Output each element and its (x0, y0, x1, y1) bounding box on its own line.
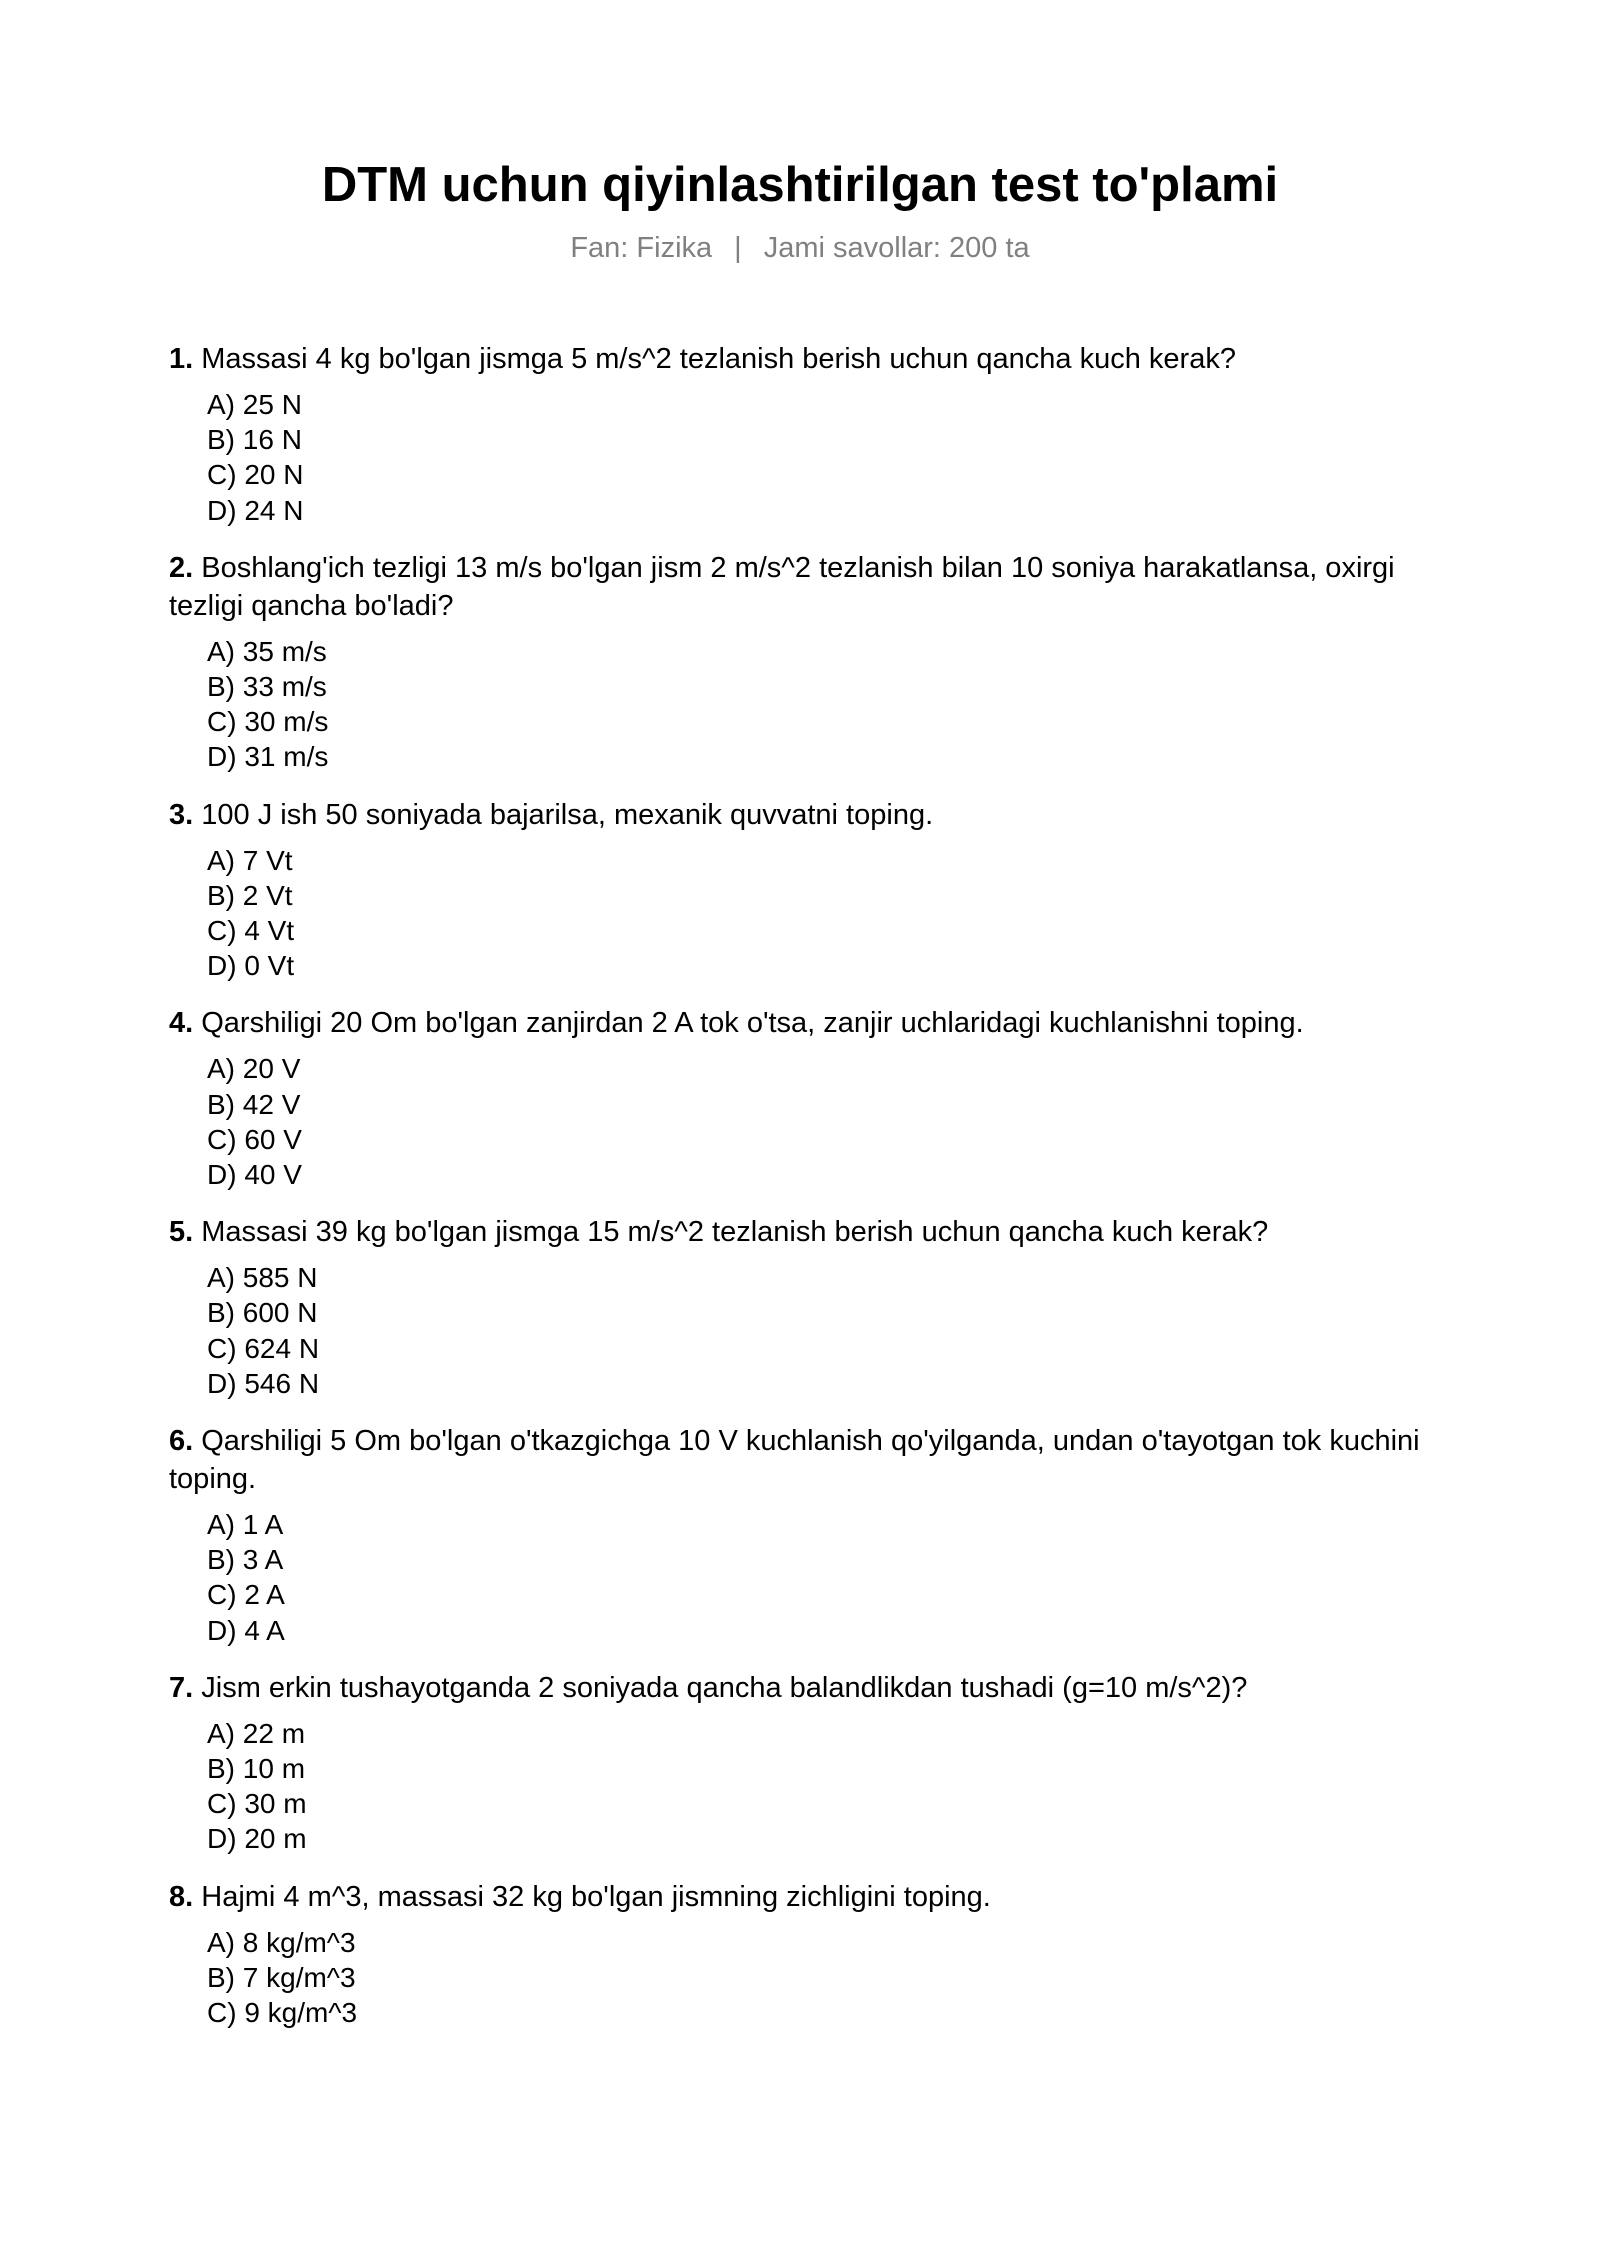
option-list (169, 1051, 1441, 1192)
option-list (169, 843, 1441, 984)
question-number: 7. (169, 1671, 194, 1704)
question-2 (169, 549, 1441, 775)
question-number: 4. (169, 1007, 194, 1040)
question-1 (169, 340, 1441, 528)
option-a: A) 35 m/s (207, 635, 327, 667)
option-d: D) 24 N (207, 494, 304, 526)
question-text (169, 549, 1441, 625)
option-list (169, 1716, 1441, 1857)
option-b: B) 10 m (207, 1753, 306, 1785)
question-5 (169, 1213, 1441, 1401)
question-number: 1. (169, 343, 194, 375)
option-b: B) 600 N (207, 1297, 318, 1329)
option-c: C) 60 V (207, 1123, 302, 1155)
question-number: 2. (169, 551, 194, 584)
question-8 (169, 1878, 1441, 2031)
option-list (169, 1925, 1441, 2031)
option-d: D) 4 A (207, 1614, 285, 1646)
option-d: D) 546 N (207, 1367, 320, 1399)
option-list (169, 1507, 1441, 1648)
question-number: 8. (169, 1880, 194, 1913)
option-d: D) 0 Vt (207, 950, 295, 982)
option-d: D) 31 m/s (207, 741, 329, 773)
question-body: Qarshiligi 20 Om bo'lgan zanjirdan 2 A tok o'tsa, zanjir uchlaridagi kuchlanishni toping. (201, 1007, 1304, 1040)
option-list (169, 634, 1441, 775)
subject-label: Fan: Fizika (570, 232, 713, 264)
question-body: Massasi 39 kg bo'lgan jismga 15 m/s^2 tezlanish berish uchun qancha kuch kerak? (201, 1216, 1269, 1249)
question-body: 100 J ish 50 soniyada bajarilsa, mexanik quvvatni toping. (201, 798, 934, 831)
question-4 (169, 1004, 1441, 1192)
question-text (169, 1669, 1441, 1707)
option-b: B) 42 V (207, 1088, 301, 1120)
question-list (169, 340, 1441, 2051)
option-c: C) 30 m (207, 1788, 307, 1820)
option-d: D) 20 m (207, 1823, 307, 1855)
option-a: A) 22 m (207, 1717, 306, 1749)
question-body: Jism erkin tushayotganda 2 soniyada qancha balandlikdan tushadi (g=10 m/s^2)? (201, 1671, 1248, 1704)
question-body: Boshlang'ich tezligi 13 m/s bo'lgan jism 2 m/s^2 tezlanish bilan 10 soniya harakatlansa, oxirgi tezligi qancha bo'ladi? (169, 551, 1395, 622)
option-list (169, 1260, 1441, 1401)
option-c: C) 2 A (207, 1579, 285, 1611)
question-body: Massasi 4 kg bo'lgan jismga 5 m/s^2 tezlanish berish uchun qancha kuch kerak? (201, 343, 1236, 375)
option-a: A) 8 kg/m^3 (207, 1926, 356, 1958)
option-a: A) 20 V (207, 1053, 301, 1085)
option-b: B) 16 N (207, 424, 302, 456)
question-text (169, 796, 1441, 834)
question-3 (169, 796, 1441, 984)
question-number: 3. (169, 798, 194, 831)
question-7 (169, 1669, 1441, 1857)
question-text (169, 1004, 1441, 1042)
subtitle-separator: | (734, 232, 742, 264)
option-c: C) 4 Vt (207, 915, 295, 947)
option-b: B) 7 kg/m^3 (207, 1961, 356, 1993)
option-b: B) 3 A (207, 1544, 284, 1576)
option-a: A) 7 Vt (207, 844, 293, 876)
option-list (169, 387, 1441, 528)
question-6 (169, 1422, 1441, 1648)
option-b: B) 33 m/s (207, 671, 327, 703)
option-c: C) 9 kg/m^3 (207, 1997, 358, 2029)
option-c: C) 624 N (207, 1332, 320, 1364)
question-number: 5. (169, 1216, 194, 1249)
question-text (169, 1878, 1441, 1916)
question-text (169, 1213, 1441, 1251)
option-a: A) 1 A (207, 1509, 284, 1541)
question-body: Hajmi 4 m^3, massasi 32 kg bo'lgan jismning zichligini toping. (201, 1880, 991, 1913)
option-c: C) 30 m/s (207, 706, 329, 738)
option-a: A) 585 N (207, 1262, 318, 1294)
document-subtitle (0, 228, 1600, 268)
option-a: A) 25 N (207, 389, 302, 420)
option-d: D) 40 V (207, 1159, 302, 1191)
option-b: B) 2 Vt (207, 879, 293, 911)
total-questions-label: Jami savollar: 200 ta (763, 232, 1030, 264)
document-title: DTM uchun qiyinlashtirilgan test to'plami (321, 158, 1279, 212)
option-c: C) 20 N (207, 459, 304, 491)
question-number: 6. (169, 1425, 194, 1458)
question-body: Qarshiligi 5 Om bo'lgan o'tkazgichga 10 V kuchlanish qo'yilganda, undan o'tayotgan tok kuchini toping. (169, 1425, 1420, 1496)
question-text (169, 1422, 1441, 1498)
question-text (169, 340, 1441, 378)
